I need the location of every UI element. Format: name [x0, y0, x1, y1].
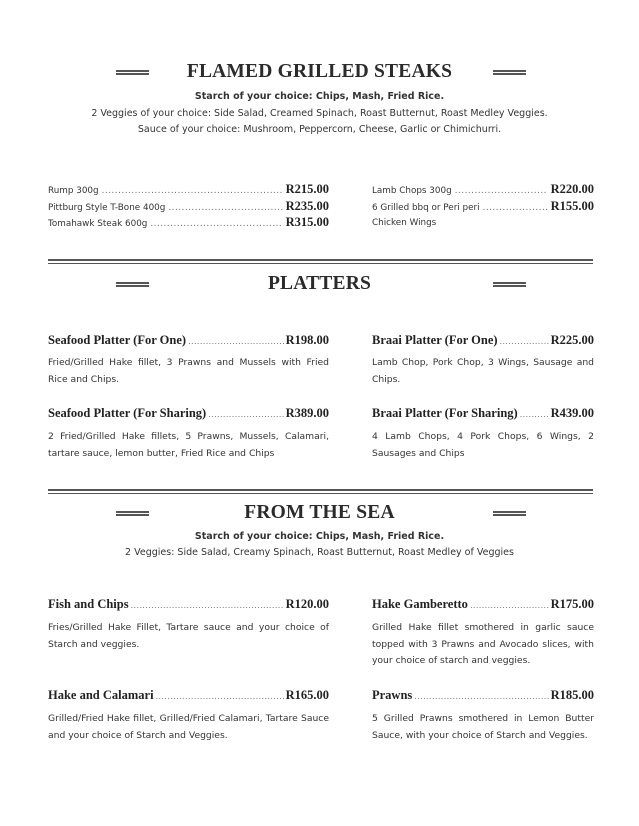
dish-name: Fish and Chips [48, 597, 129, 611]
leader-dots [414, 692, 548, 701]
menu-item-row [48, 199, 329, 214]
leader-dots [188, 337, 284, 346]
dish-name: Braai Platter (For Sharing) [372, 406, 518, 420]
menu-item-row [372, 199, 594, 214]
menu-item-price: R220.00 [550, 182, 594, 196]
dish-heading [48, 406, 329, 421]
dish-name: Seafood Platter (For One) [48, 333, 187, 347]
menu-item-price: R315.00 [285, 215, 329, 229]
dish-description: Grilled/Fried Hake fillet, Grilled/Fried Calamari, Tartare Sauce and your choice of Starch and Veggies. [48, 713, 329, 741]
leader-dots [520, 410, 549, 419]
leader-dots [470, 601, 549, 610]
section-title-steaks: FLAMED GRILLED STEAKS [186, 61, 453, 82]
dish-price: R389.00 [285, 406, 329, 420]
sea-veggies-note: 2 Veggies: Side Salad, Creamy Spinach, Roast Butternut, Roast Medley of Veggies [125, 547, 514, 558]
steaks-veggies-note: 2 Veggies of your choice: Side Salad, Creamed Spinach, Roast Butternut, Roast Medley Veggies. [91, 108, 548, 119]
menu-item-row [372, 182, 594, 197]
dish-heading [372, 688, 594, 703]
sea-starch-note: Starch of your choice: Chips, Mash, Fried Rice. [194, 531, 445, 542]
dish-name: Hake Gamberetto [372, 597, 468, 611]
dish-name: Seafood Platter (For Sharing) [48, 406, 207, 420]
dish-description: Fried/Grilled Hake fillet, 3 Prawns and Mussels with Fried Rice and Chips. [48, 357, 329, 385]
menu-item-row [48, 215, 329, 230]
dish-description: Lamb Chop, Pork Chop, 3 Wings, Sausage and Chips. [372, 357, 594, 385]
leader-dots [500, 337, 549, 346]
dish-price: R198.00 [285, 333, 329, 347]
dish-price: R439.00 [550, 406, 594, 420]
leader-dots [131, 601, 284, 610]
leader-dots [168, 203, 282, 213]
dish-heading [48, 597, 329, 612]
menu-item-name: Pittburg Style T-Bone 400g [48, 203, 166, 213]
dish-price: R225.00 [550, 333, 594, 347]
section-divider [48, 489, 593, 494]
decorative-double-line-right [493, 511, 526, 516]
menu-item-name: 6 Grilled bbq or Peri peri [372, 203, 480, 213]
dish-description: Fries/Grilled Hake Fillet, Tartare sauce and your choice of Starch and veggies. [48, 622, 329, 650]
menu-item-name: Rump 300g [48, 186, 99, 196]
menu-item-price: R235.00 [285, 199, 329, 213]
leader-dots [150, 219, 282, 229]
leader-dots [208, 410, 283, 419]
dish-name: Prawns [372, 688, 413, 702]
section-divider [48, 259, 593, 264]
dish-heading [372, 597, 594, 612]
dish-price: R120.00 [285, 597, 329, 611]
leader-dots [483, 203, 548, 213]
decorative-double-line-right [493, 70, 526, 75]
menu-item-price: R155.00 [550, 199, 594, 213]
menu-item-row [48, 182, 329, 197]
leader-dots [455, 186, 548, 196]
leader-dots [102, 186, 283, 196]
dish-description: 2 Fried/Grilled Hake fillets, 5 Prawns, Mussels, Calamari, tartare sauce, lemon butter, Fried Rice and Chips [48, 431, 329, 459]
dish-description: 5 Grilled Prawns smothered in Lemon Butter Sauce, with your choice of Starch and Veggies. [372, 713, 594, 741]
dish-price: R165.00 [285, 688, 329, 702]
dish-heading [48, 333, 329, 348]
dish-heading [48, 688, 329, 703]
dish-price: R185.00 [550, 688, 594, 702]
steaks-sauce-note: Sauce of your choice: Mushroom, Peppercorn, Cheese, Garlic or Chimichurri. [137, 124, 502, 135]
dish-heading [372, 333, 594, 348]
section-title-platters: PLATTERS [267, 273, 372, 294]
leader-dots [156, 692, 284, 701]
menu-item-name: Tomahawk Steak 600g [48, 219, 148, 229]
dish-price: R175.00 [550, 597, 594, 611]
dish-name: Braai Platter (For One) [372, 333, 498, 347]
menu-item-price: R215.00 [285, 182, 329, 196]
dish-description: Grilled Hake fillet smothered in garlic sauce topped with 3 Prawns and Avocado slices, with your choice of starch and veggies. [372, 622, 594, 666]
menu-item-name: Lamb Chops 300g [372, 186, 452, 196]
steaks-starch-note: Starch of your choice: Chips, Mash, Fried Rice. [194, 91, 445, 102]
dish-name: Hake and Calamari [48, 688, 154, 702]
dish-heading [372, 406, 594, 421]
decorative-double-line-right [493, 282, 526, 287]
dish-description: 4 Lamb Chops, 4 Pork Chops, 6 Wings, 2 Sausages and Chips [372, 431, 594, 459]
menu-item-name-continued: Chicken Wings [372, 218, 437, 228]
section-title-sea: FROM THE SEA [244, 502, 395, 523]
